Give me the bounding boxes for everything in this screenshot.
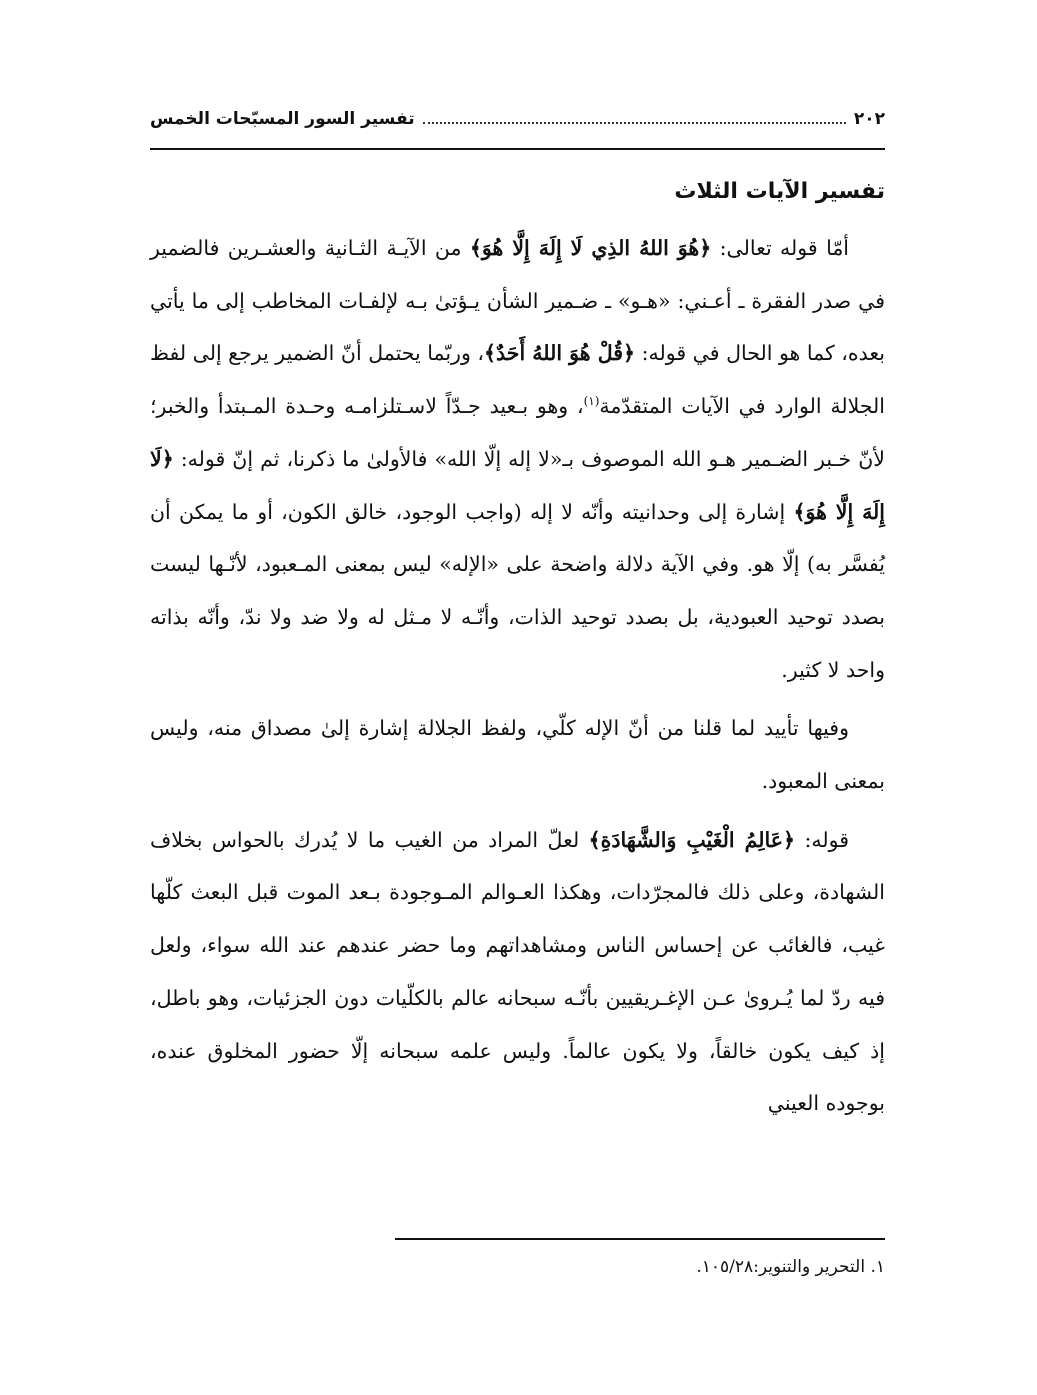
- text-run: من الآيـة الثـانية والعشـرين فالضمير في صدر الفقرة ـ أعـني: «هـو» ـ ضـمير الشأن يـؤتىٰ بـه لإلفـات المخاطب إلى ما يأتي بعده، كما هو الحال في قوله:: [150, 236, 885, 366]
- quran-verse: ﴿قُلْ هُوَ اللهُ أَحَدٌ﴾: [484, 341, 636, 366]
- footnote: ١. التحرير والتنوير:١٠٥/٢٨.: [696, 1257, 885, 1277]
- footnote-reference: (١): [583, 394, 600, 409]
- quran-verse: ﴿هُوَ اللهُ الذِي لَا إِلَهَ إِلَّا هُوَ﴾: [469, 236, 712, 260]
- paragraph-2: وفيها تأييد لما قلنا من أنّ الإله كلّي، ولفظ الجلالة إشارة إلىٰ مصداق منه، وليس بمعنى المعبود.: [150, 716, 885, 794]
- leader-dots: [423, 108, 846, 124]
- text-run: ، وهو بـعيد جـدّاً لاسـتلزامـه وحـدة المـبتدأ والخبر؛ لأنّ خـبر الضـمير هـو الله الموصوف بـ«لا إله إلّا الله» فالأولىٰ ما ذكرنا، ثم إنّ قوله:: [150, 394, 885, 471]
- quran-verse: ﴿لَا إِلَهَ إِلَّا هُوَ﴾: [150, 446, 885, 524]
- text-run: لعلّ المراد من الغيب ما لا يُدرك بالحواس بخلاف الشهادة، وعلى ذلك فالمجرّدات، وهكذا العـوالم المـوجودة بـعد الموت قبل البعث كلّها غيب، فالغائب عن إحساس الناس ومشاهداتهم وما حضر عندهم عند الله سواء، ولعل فيه ردّ لما يُـرویٰ عـن الإغـريقيين بأنّـه سبحانه عالم بالكلّيات دون الجزئيات، وهو باطل، إذ كيف يكون خالقاً، ولا يكون عالماً. وليس علمه سبحانه إلّا حضور المخلوق عنده، بوجوده العيني: [150, 827, 885, 1116]
- text-run: أمّا قوله تعالى:: [711, 236, 849, 260]
- paragraph-3: [150, 814, 885, 1130]
- running-title: تفسير السور المسبّحات الخمس: [150, 109, 415, 129]
- quran-verse: ﴿عَالِمُ الْغَيْبِ وَالشَّهَادَةِ﴾: [588, 827, 796, 852]
- header-rule: [150, 148, 885, 150]
- text-run: قوله:: [795, 827, 849, 852]
- footnote-rule: [395, 1238, 885, 1240]
- section-heading: تفسير الآيات الثلاث: [674, 179, 885, 204]
- book-page: [150, 108, 885, 1308]
- paragraph-1: [150, 222, 885, 696]
- text-run: إشارة إلى وحدانيته وأنّه لا إله (واجب الوجود، خالق الكون، أو ما يمكن أن يُفسَّر به) إلّا هو. وفي الآية دلالة واضحة على «الإله» ليس بمعنى المـعبود، لأنّـها ليست بصدد توحيد العبودية، بل بصدد توحيد الذات، وأنّـه لا مـثل له ولا ضد ولا ندّ، وأنّه بذاته واحد لا كثير.: [150, 499, 885, 682]
- text-run: ، وربّما يحتمل أنّ الضمير يرجع إلى لفظ الجلالة الوارد في الآيات المتقدّمة: [150, 341, 885, 419]
- page-number: ٢٠٢: [853, 109, 885, 129]
- running-head: [150, 108, 885, 144]
